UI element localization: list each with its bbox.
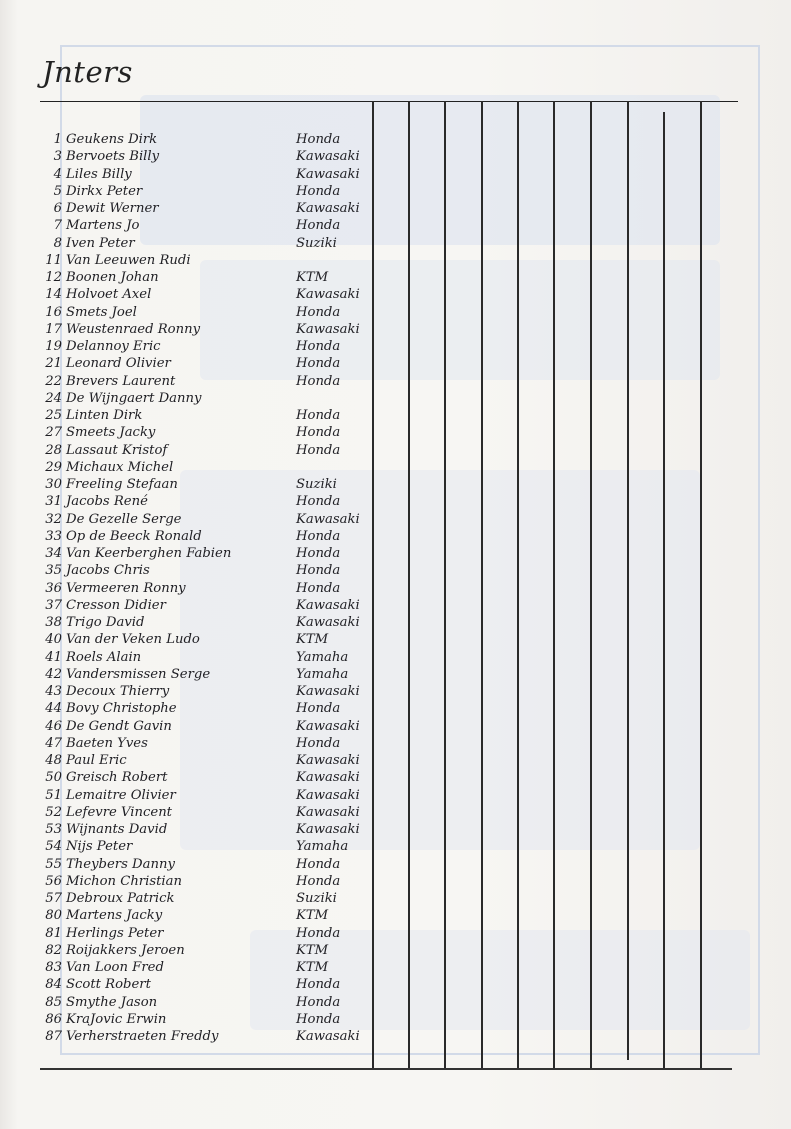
rider-make: Suziki (296, 477, 337, 492)
rider-name: Van Keerberghen Fabien (66, 546, 232, 561)
rider-row (0, 321, 370, 338)
rider-make: Yamaha (296, 649, 349, 665)
rider-row (0, 338, 370, 355)
rider-number: 1 (53, 132, 62, 147)
rider-make: Honda (296, 994, 341, 1010)
rider-name: Lassaut Kristof (66, 442, 168, 458)
rider-name: Martens Jacky (66, 908, 163, 924)
rider-name: Van Loon Fred (66, 960, 164, 975)
rider-name: Jacobs René (66, 494, 148, 510)
rider-make: Honda (296, 442, 341, 458)
score-column-line (627, 101, 629, 1060)
rider-make: Kawasaki (296, 149, 360, 165)
rider-make: Kawasaki (296, 511, 360, 527)
rider-name: Greisch Robert (66, 770, 168, 786)
score-column-line (517, 101, 519, 1068)
rider-make: KTM (296, 960, 329, 975)
rider-make: Yamaha (296, 666, 349, 682)
rider-name: Theybers Danny (66, 856, 175, 872)
rider-number: 48 (45, 753, 62, 768)
rider-number: 54 (45, 839, 62, 855)
rider-row (0, 976, 370, 993)
score-column-line (553, 101, 555, 1068)
score-column-line (372, 101, 374, 1068)
rider-name: Smythe Jason (66, 994, 158, 1010)
rider-name: Lefevre Vincent (66, 804, 172, 820)
rider-name: Decoux Thierry (66, 684, 170, 699)
rider-row (0, 459, 370, 476)
rider-number: 56 (45, 873, 62, 889)
rider-row (0, 528, 370, 545)
rider-row (0, 580, 370, 597)
rider-row (0, 649, 370, 666)
rider-number: 12 (45, 270, 62, 285)
rider-make: Honda (296, 1011, 341, 1027)
rider-number: 42 (45, 666, 62, 682)
rider-row (0, 700, 370, 717)
rider-row (0, 562, 370, 579)
rider-row (0, 925, 370, 942)
rider-make: Honda (296, 356, 341, 372)
rider-row (0, 804, 370, 821)
score-column-line (590, 101, 592, 1068)
rider-row (0, 476, 370, 493)
rider-row (0, 390, 370, 407)
rider-number: 47 (45, 735, 62, 751)
rider-make: KTM (296, 908, 329, 924)
rider-row (0, 614, 370, 631)
rider-name: Dewit Werner (66, 201, 159, 216)
rider-row (0, 907, 370, 924)
rider-number: 4 (53, 166, 62, 182)
rider-row (0, 959, 370, 976)
rider-number: 25 (45, 408, 62, 423)
rider-make: Kawasaki (296, 787, 360, 803)
rider-number: 30 (45, 477, 62, 492)
rider-number: 8 (53, 235, 62, 251)
rider-row (0, 752, 370, 769)
rider-name: Holvoet Axel (66, 287, 152, 303)
rider-make: Honda (296, 563, 341, 579)
rider-number: 50 (45, 770, 62, 786)
rider-number: 85 (45, 994, 62, 1010)
rider-name: Wijnants David (66, 822, 168, 837)
rider-make: Kawasaki (296, 597, 360, 613)
rider-row (0, 718, 370, 735)
rider-number: 37 (45, 597, 62, 613)
rider-number: 53 (45, 822, 62, 837)
rider-name: Geukens Dirk (66, 132, 158, 147)
rider-make: Honda (296, 546, 341, 561)
rider-number: 52 (45, 804, 62, 820)
rider-number: 41 (45, 649, 62, 665)
rider-number: 57 (45, 891, 62, 906)
rider-name: Op de Beeck Ronald (66, 528, 202, 544)
rider-make: Honda (296, 873, 341, 889)
rider-row (0, 252, 370, 269)
rider-row (0, 407, 370, 424)
rider-make: Honda (296, 735, 341, 751)
rider-make: Kawasaki (296, 321, 360, 337)
rider-name: Roels Alain (66, 649, 142, 665)
rider-name: Baeten Yves (66, 735, 148, 751)
rider-name: De Wijngaert Danny (66, 390, 202, 406)
rider-number: 82 (45, 942, 62, 958)
rider-row (0, 821, 370, 838)
rider-make: Honda (296, 339, 341, 354)
rider-name: De Gendt Gavin (66, 718, 172, 734)
rider-number: 34 (45, 546, 62, 561)
rider-number: 19 (45, 339, 62, 354)
rider-make: Kawasaki (296, 166, 360, 182)
rider-row (0, 355, 370, 372)
rider-name: Debroux Patrick (66, 891, 175, 906)
rider-make: Honda (296, 925, 341, 941)
rider-row (0, 631, 370, 648)
rider-make: Honda (296, 494, 341, 510)
rider-make: Honda (296, 408, 341, 423)
score-column-line (444, 101, 446, 1068)
rider-make: Honda (296, 373, 341, 389)
rider-make: Yamaha (296, 839, 349, 855)
rider-name: Herlings Peter (66, 925, 164, 941)
rider-make: Kawasaki (296, 684, 360, 699)
rider-name: Roijakkers Jeroen (66, 942, 185, 958)
rider-number: 46 (45, 718, 62, 734)
rider-name: Scott Robert (66, 977, 151, 993)
rider-number: 32 (45, 511, 62, 527)
rider-number: 35 (45, 563, 62, 579)
rider-number: 40 (45, 632, 62, 648)
rider-make: Kawasaki (296, 615, 360, 630)
rider-make: Kawasaki (296, 822, 360, 837)
rider-name: Boonen Johan (66, 270, 159, 285)
rider-make: Honda (296, 701, 341, 717)
rider-number: 51 (45, 787, 62, 803)
rider-name: Freeling Stefaan (66, 477, 178, 492)
rider-name: Martens Jo (66, 218, 140, 234)
rider-number: 29 (45, 459, 62, 475)
rider-row (0, 1011, 370, 1028)
rider-name: Bovy Christophe (66, 701, 177, 717)
rider-make: Honda (296, 183, 341, 199)
rider-row (0, 183, 370, 200)
rider-make: Honda (296, 580, 341, 596)
rider-name: Lemaitre Olivier (66, 787, 176, 803)
rider-make: Honda (296, 132, 341, 147)
rider-make: Kawasaki (296, 1029, 360, 1044)
rider-number: 83 (45, 960, 62, 975)
rider-make: Honda (296, 304, 341, 320)
rider-name: Nijs Peter (66, 839, 133, 855)
rider-name: Smets Joel (66, 304, 137, 320)
rider-name: Verherstraeten Freddy (66, 1029, 219, 1044)
rider-number: 24 (45, 390, 62, 406)
rider-row (0, 200, 370, 217)
rider-name: Paul Eric (66, 753, 127, 768)
rider-number: 86 (45, 1011, 62, 1027)
rider-name: Michaux Michel (66, 459, 174, 475)
rider-make: Kawasaki (296, 770, 360, 786)
rider-row (0, 235, 370, 252)
rider-name: Brevers Laurent (66, 373, 176, 389)
rider-row (0, 890, 370, 907)
rider-make: Honda (296, 218, 341, 234)
rider-row (0, 373, 370, 390)
rider-list (0, 131, 370, 1045)
rider-row (0, 511, 370, 528)
rider-number: 80 (45, 908, 62, 924)
rider-make: Kawasaki (296, 201, 360, 216)
rider-row (0, 148, 370, 165)
rider-number: 11 (45, 252, 62, 268)
rider-make: KTM (296, 942, 329, 958)
score-column-line (663, 112, 665, 1068)
rider-make: Honda (296, 856, 341, 872)
rider-row (0, 683, 370, 700)
rider-make: Kawasaki (296, 718, 360, 734)
rider-make: Kawasaki (296, 804, 360, 820)
rider-make: Honda (296, 425, 341, 441)
rider-name: Leonard Olivier (66, 356, 171, 372)
rider-number: 38 (45, 615, 62, 630)
rider-row (0, 838, 370, 855)
rider-name: Bervoets Billy (66, 149, 160, 165)
rider-name: Weustenraed Ronny (66, 321, 201, 337)
rider-name: Iven Peter (66, 235, 135, 251)
rider-number: 3 (53, 149, 62, 165)
rider-name: Delannoy Eric (66, 339, 161, 354)
rider-name: Van der Veken Ludo (66, 632, 200, 648)
rider-number: 36 (45, 580, 62, 596)
score-column-line (700, 101, 702, 1068)
rider-number: 5 (53, 183, 62, 199)
rider-make: Kawasaki (296, 753, 360, 768)
rider-name: Michon Christian (66, 873, 182, 889)
bottom-rule (40, 1068, 732, 1070)
rider-row (0, 304, 370, 321)
rider-number: 27 (45, 425, 62, 441)
rider-number: 17 (45, 321, 62, 337)
rider-row (0, 873, 370, 890)
rider-name: Vermeeren Ronny (66, 580, 186, 596)
rider-row (0, 545, 370, 562)
title-rule (40, 101, 738, 102)
rider-name: Cresson Didier (66, 597, 166, 613)
rider-number: 6 (53, 201, 62, 216)
rider-make: Suziki (296, 891, 337, 906)
rider-number: 44 (45, 701, 62, 717)
rider-number: 43 (45, 684, 62, 699)
rider-row (0, 131, 370, 148)
rider-name: KraJovic Erwin (66, 1011, 167, 1027)
rider-number: 84 (45, 977, 62, 993)
rider-row (0, 769, 370, 786)
rider-name: Van Leeuwen Rudi (66, 252, 191, 268)
rider-row (0, 269, 370, 286)
rider-row (0, 166, 370, 183)
rider-number: 31 (45, 494, 62, 510)
rider-number: 21 (45, 356, 62, 372)
rider-make: KTM (296, 270, 329, 285)
rider-name: De Gezelle Serge (66, 511, 182, 527)
rider-make: Honda (296, 977, 341, 993)
rider-make: Honda (296, 528, 341, 544)
rider-number: 22 (45, 373, 62, 389)
rider-name: Dirkx Peter (66, 183, 143, 199)
rider-number: 81 (45, 925, 62, 941)
rider-row (0, 1028, 370, 1045)
rider-row (0, 994, 370, 1011)
rider-row (0, 286, 370, 303)
rider-name: Liles Billy (66, 166, 132, 182)
rider-row (0, 442, 370, 459)
rider-row (0, 856, 370, 873)
rider-row (0, 787, 370, 804)
rider-name: Smeets Jacky (66, 425, 156, 441)
rider-row (0, 424, 370, 441)
score-column-line (408, 101, 410, 1068)
rider-row (0, 493, 370, 510)
rider-name: Vandersmissen Serge (66, 666, 211, 682)
rider-row (0, 735, 370, 752)
rider-number: 7 (53, 218, 62, 234)
rider-row (0, 217, 370, 234)
rider-name: Trigo David (66, 615, 145, 630)
rider-number: 87 (45, 1029, 62, 1044)
rider-make: Suziki (296, 235, 337, 251)
rider-make: Kawasaki (296, 287, 360, 303)
rider-number: 14 (45, 287, 62, 303)
rider-number: 28 (45, 442, 62, 458)
rider-make: KTM (296, 632, 329, 648)
rider-name: Linten Dirk (66, 408, 143, 423)
rider-name: Jacobs Chris (66, 563, 150, 579)
score-column-line (481, 101, 483, 1068)
rider-row (0, 597, 370, 614)
page-title: Jnters (42, 55, 133, 89)
rider-row (0, 666, 370, 683)
rider-number: 33 (45, 528, 62, 544)
rider-row (0, 942, 370, 959)
rider-number: 55 (45, 856, 62, 872)
rider-number: 16 (45, 304, 62, 320)
